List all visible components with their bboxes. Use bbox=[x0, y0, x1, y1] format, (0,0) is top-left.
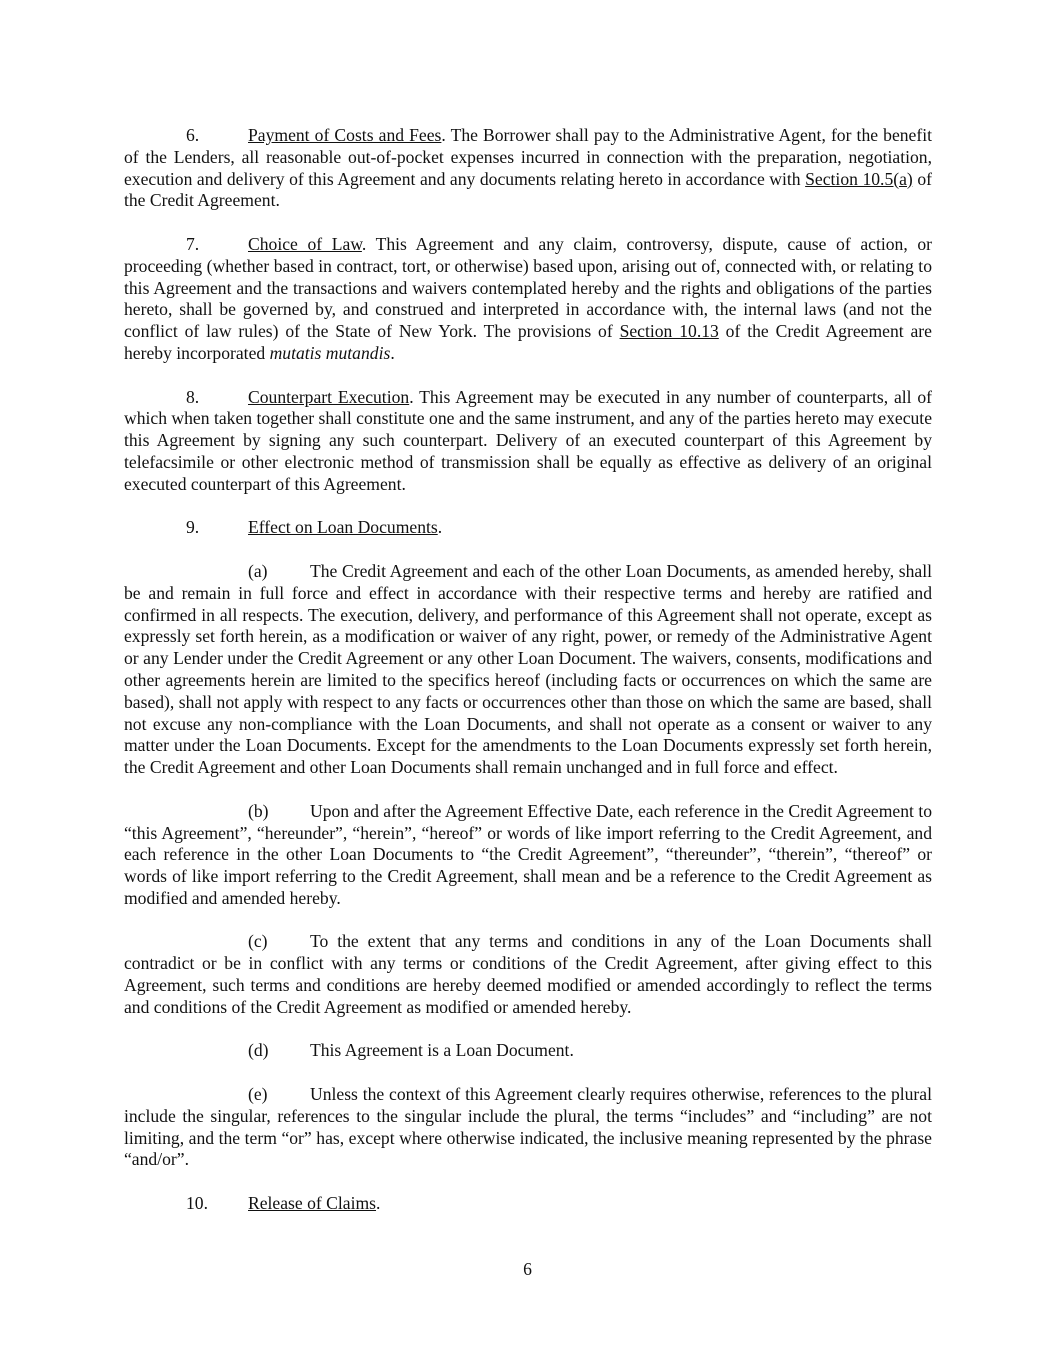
section-number: 9. bbox=[186, 517, 200, 538]
section-text: . The Borrower shall pay to the Administrative Agent, for the benefit of the Lenders, all reasonable out-of-pocket expenses incurred in connection with the preparation, negotiation, execution and delivery of this Agreement and any documents relating hereto in accordance with bbox=[124, 125, 932, 189]
subsection-9e bbox=[124, 1084, 932, 1171]
section-title: Payment of Costs and Fees bbox=[248, 125, 442, 145]
section-title: Counterpart Execution bbox=[248, 386, 410, 407]
subsection-9c bbox=[124, 931, 932, 1018]
section-7 bbox=[124, 234, 932, 365]
subsection-9d bbox=[124, 1040, 932, 1062]
section-title-end: . bbox=[376, 1193, 381, 1214]
document-page bbox=[124, 125, 932, 1237]
section-text: of the Credit Agreement are hereby incorporated bbox=[124, 321, 932, 363]
subsection-label: (a) bbox=[248, 560, 268, 581]
italic-term: mutatis mutandis bbox=[269, 342, 391, 363]
section-text: . This Agreement and any claim, controversy, dispute, cause of action, or proceeding (whether based in contract, tort, or otherwise) based upon, arising out of, connected with, or relating to this Agreement and the transactions and waivers contemplated hereby and the rights and obligations of the parties hereto, shall be governed by, and construed and interpreted in accordance with, the internal laws (and not the conflict of law rules) of the State of New York. The provisions of bbox=[124, 233, 933, 342]
section-number: 6. bbox=[186, 125, 200, 145]
subsection-text: The Credit Agreement and each of the other Loan Documents, as amended hereby, shall be and remain in full force and effect in accordance with their respective terms and hereby are ratified and confirmed in all respects. The execution, delivery, and performance of this Agreement shall not operate, except as expressly set forth herein, as a modification or waiver of any right, power, or remedy of the Administrative Agent or any Lender under the Credit Agreement or any other Loan Document. The waivers, consents, modifications and other agreements herein are limited to the specifics hereof (including facts or occurrences on which the same are based), shall not apply with respect to any facts or occurrences other than those on which the same are based, shall not excuse any non-compliance with the Loan Documents, and shall not operate as a consent or waiver to any matter under the Loan Documents. Except for the amendments to the Loan Documents expressly set forth herein, the Credit Agreement and other Loan Documents shall remain unchanged and in full force and effect. bbox=[124, 560, 932, 778]
section-title: Effect on Loan Documents bbox=[248, 517, 438, 538]
subsection-text: To the extent that any terms and conditions in any of the Loan Documents shall contradict or be in conflict with any terms or conditions of the Credit Agreement, after giving effect to this Agreement, such terms and conditions are hereby deemed modified or amended accordingly to reflect the terms and conditions of the Credit Agreement as modified or amended hereby. bbox=[124, 931, 932, 1017]
subsection-label: (c) bbox=[248, 931, 268, 952]
section-number: 7. bbox=[186, 233, 200, 254]
section-reference: Section 10.13 bbox=[619, 321, 719, 342]
subsection-text: This Agreement is a Loan Document. bbox=[310, 1040, 574, 1061]
section-9-heading bbox=[124, 517, 932, 539]
section-8 bbox=[124, 387, 932, 496]
section-number: 10. bbox=[186, 1193, 208, 1214]
subsection-label: (d) bbox=[248, 1040, 269, 1061]
section-text: . bbox=[390, 342, 395, 363]
section-reference: Section 10.5(a) bbox=[805, 168, 913, 189]
section-text: . This Agreement may be executed in any number of counterparts, all of which when taken together shall constitute one and the same instrument, and any of the parties hereto may execute this Agreement by signing any such counterpart. Delivery of an executed counterpart of this Agreement by telefacsimile or other electronic method of transmission shall be equally as effective as delivery of an original executed counterpart of this Agreement. bbox=[124, 386, 932, 494]
section-title-end: . bbox=[437, 517, 443, 538]
section-10-heading bbox=[124, 1193, 932, 1215]
subsection-9a bbox=[124, 561, 932, 779]
subsection-label: (b) bbox=[248, 800, 269, 821]
section-number: 8. bbox=[186, 386, 200, 407]
subsection-9b bbox=[124, 801, 932, 910]
section-6 bbox=[124, 125, 932, 212]
section-title: Choice of Law bbox=[248, 233, 362, 254]
page-number: 6 bbox=[523, 1259, 532, 1279]
subsection-text: Upon and after the Agreement Effective Date, each reference in the Credit Agreement to “this Agreement”, “hereunder”, “herein”, “hereof” or words of like import referring to the Credit Agreement, and each reference in the other Loan Documents to “the Credit Agreement”, “thereunder”, “therein”, “thereof” or words of like import referring to the Credit Agreement, shall mean and be a reference to the Credit Agreement as modified and amended hereby. bbox=[124, 800, 933, 908]
subsection-text: Unless the context of this Agreement clearly requires otherwise, references to the plural include the singular, references to the singular include the plural, the terms “includes” and “including” are not limiting, and the term “or” has, except where otherwise indicated, the inclusive meaning represented by the phrase “and/or”. bbox=[124, 1084, 932, 1170]
subsection-label: (e) bbox=[248, 1084, 268, 1105]
section-title: Release of Claims bbox=[248, 1193, 377, 1214]
section-text: of the Credit Agreement. bbox=[124, 168, 932, 211]
